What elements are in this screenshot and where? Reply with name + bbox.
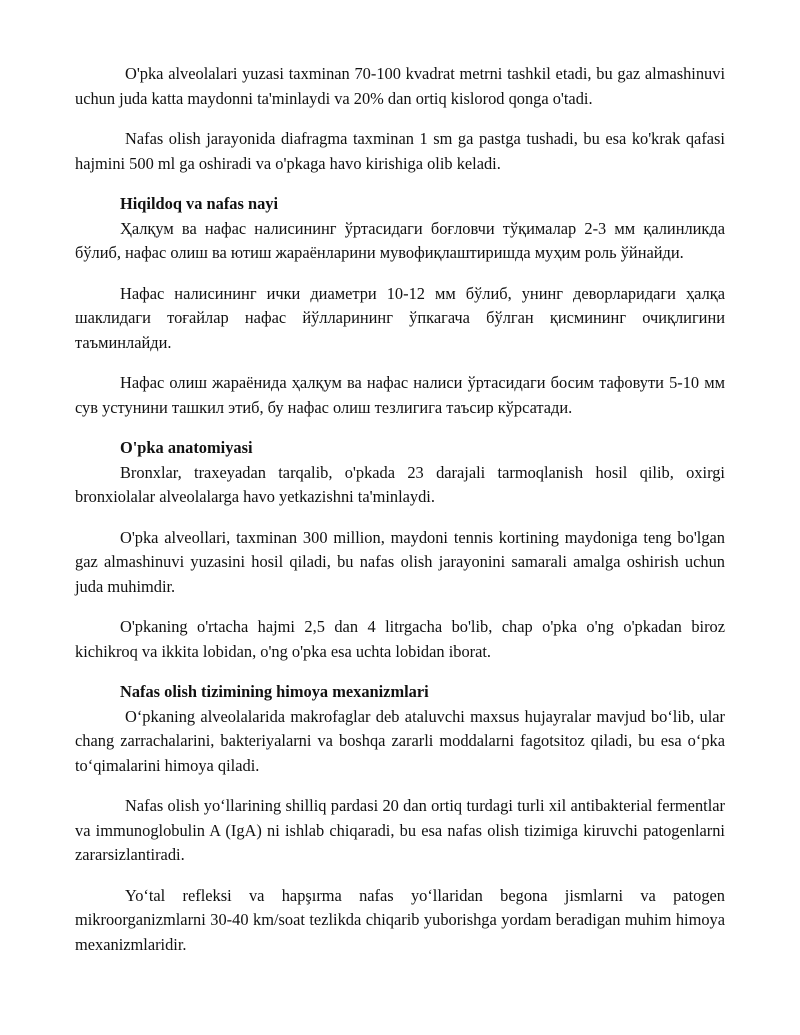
section-1-paragraph-2: Нафас налисининг ички диаметри 10-12 мм бўлиб, унинг деворларидаги ҳалқа шаклидаги тоғайлар нафас йўлларининг ўпкагача бўлган қисмининг очиқлигини таъминлайди. [75,283,725,352]
section-1-paragraph-3: Нафас олиш жараёнида ҳалқум ва нафас налиси ўртасидаги босим тафовути 5-10 мм сув устунини ташкил этиб, бу нафас олиш тезлигига таъсир кўрсатади. [75,373,725,417]
section-2-paragraph-3: O'pkaning o'rtacha hajmi 2,5 dan 4 litrgacha bo'lib, chap o'pka o'ng o'pkadan biroz kichikroq va ikkita lobidan, o'ng o'pka esa uchta lobidan iborat. [75,617,725,661]
section-2-paragraph-1: Bronxlar, traxeyadan tarqalib, o'pkada 23 darajali tarmoqlanish hosil qilib, oxirgi bronxiolalar alveolalarga havo yetkazishni ta'minlaydi. [75,462,725,506]
section-heading-opka-anatomiyasi: O'pka anatomiyasi [120,438,253,457]
section-heading-himoya-mexanizmlari: Nafas olish tizimining himoya mexanizmlari [120,682,429,701]
section-3-paragraph-1: O‘pkaning alveolalarida makrofaglar deb ataluvchi maxsus hujayralar mavjud bo‘lib, ular chang zarrachalarini, bakteriyalarni va boshqa zararli moddalarni fagotsitoz qiladi, bu esa o‘pka to‘qimalarini himoya qiladi. [75,706,725,775]
section-3-paragraph-2: Nafas olish yo‘llarining shilliq pardasi 20 dan ortiq turdagi turli xil antibakterial fermentlar va immunoglobulin A (IgA) ni ishlab chiqaradi, bu esa nafas olish tizimiga kiruvchi patogenlarni zararsizlantiradi. [75,796,725,864]
intro-paragraph-1: O'pka alveolalari yuzasi taxminan 70-100 kvadrat metrni tashkil etadi, bu gaz almashinuvi uchun juda katta maydonni ta'minlaydi va 20% dan ortiq kislorod qonga o'tadi. [75,64,725,108]
section-heading-hiqildoq: Hiqildoq va nafas nayi [120,194,279,213]
intro-paragraph-2: Nafas olish jarayonida diafragma taxminan 1 sm ga pastga tushadi, bu esa ko'krak qafasi hajmini 500 ml ga oshiradi va o'pkaga havo kirishiga olib keladi. [75,129,725,173]
section-1-paragraph-1: Ҳалқум ва нафас налисининг ўртасидаги боғловчи тўқималар 2-3 мм қалинликда бўлиб, нафас олиш ва ютиш жараёнларини мувофиқлаштиришда муҳим роль ўйнайди. [75,218,725,262]
section-2-paragraph-2: O'pka alveollari, taxminan 300 million, maydoni tennis kortining maydoniga teng bo'lgan gaz almashinuvi yuzasini hosil qiladi, bu nafas olish jarayonini samarali amalga oshirish uchun juda muhimdir. [75,527,725,596]
document-page [75,62,725,957]
section-3-paragraph-3: Yo‘tal refleksi va hapşırma nafas yo‘llaridan begona jismlarni va patogen mikroorganizmlarni 30-40 km/soat tezlikda chiqarib yuborishga yordam beradigan muhim himoya mexanizmlaridir. [75,885,725,954]
